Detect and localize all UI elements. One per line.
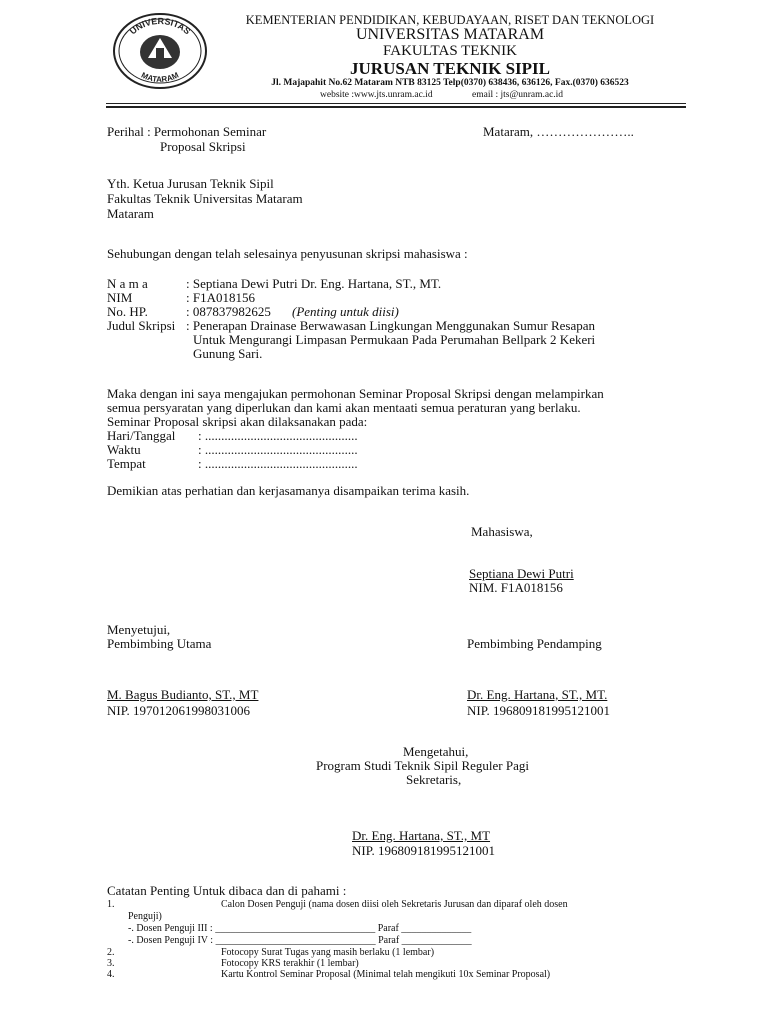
judul-line2: Untuk Mengurangi Limpasan Permukaan Pada Perumahan Bellpark 2 Kekeri (193, 332, 596, 347)
website: website :www.jts.unram.ac.id (320, 90, 433, 100)
pembimbing-utama-nip: NIP. 197012061998031006 (107, 703, 251, 718)
notes-title: Catatan Penting Untuk dibaca dan di pahami : (107, 883, 347, 898)
sekretaris-nip: NIP. 196809181995121001 (352, 843, 496, 858)
perihal-label: Perihal : Permohonan Seminar (107, 124, 267, 139)
logo-text-bottom: MATARAM (139, 70, 181, 85)
note-item2-text: Fotocopy Surat Tugas yang masih berlaku (1 lembar) (221, 947, 435, 958)
svg-text:MATARAM (140, 70, 181, 84)
note-item1-text: Calon Dosen Penguji (nama dosen diisi oleh Sekretaris Jurusan dan diparaf oleh dosen (221, 899, 568, 910)
judul-label: Judul Skripsi (107, 318, 176, 333)
intro-text: Sehubungan dengan telah selesainya penyusunan skripsi mahasiswa : (107, 246, 468, 261)
judul-line1: : Penerapan Drainase Berwawasan Lingkungan Menggunakan Sumur Resapan (186, 318, 596, 333)
perihal-line2: Proposal Skripsi (160, 139, 246, 154)
recipient-line2: Fakultas Teknik Universitas Mataram (107, 191, 303, 206)
closing-text: Demikian atas perhatian dan kerjasamanya disampaikan terima kasih. (107, 483, 470, 498)
para-line3: Seminar Proposal skripsi akan dilaksanakan pada: (107, 414, 368, 429)
pembimbing-utama-label: Pembimbing Utama (107, 636, 212, 651)
sekretaris-label: Sekretaris, (406, 772, 462, 787)
logo-text-top: UNIVERSITAS (127, 15, 193, 37)
sekretaris-name: Dr. Eng. Hartana, ST., MT (352, 828, 491, 843)
note-item3-number: 3. (107, 958, 115, 969)
hp-value: : 087837982625 (186, 304, 271, 319)
note-item4-number: 4. (107, 969, 115, 980)
note-item2-number: 2. (107, 947, 115, 958)
department-address: Jl. Majapahit No.62 Mataram NTB 83125 Telp(0370) 638436, 636126, Fax.(0370) 636523 (271, 78, 629, 88)
letterhead-divider (106, 103, 686, 108)
dosen-penguji-3-line: -. Dosen Penguji III : ________________________________ Paraf ______________ (128, 923, 472, 934)
pembimbing-pendamping-name: Dr. Eng. Hartana, ST., MT. (467, 687, 608, 702)
nim-label: NIM (107, 290, 133, 305)
mahasiswa-name: Septiana Dewi Putri (469, 566, 574, 581)
hp-note: (Penting untuk diisi) (292, 304, 399, 319)
waktu-label: Waktu (107, 442, 141, 457)
note-item4-text: Kartu Kontrol Seminar Proposal (Minimal telah mengikuti 10x Seminar Proposal) (221, 969, 551, 980)
note-item1-cont: Penguji) (128, 911, 162, 922)
mengetahui-label: Mengetahui, (403, 744, 469, 759)
dosen-penguji-4-line: -. Dosen Penguji IV : ________________________________ Paraf ______________ (128, 935, 472, 946)
pembimbing-pendamping-label: Pembimbing Pendamping (467, 636, 602, 651)
nama-value: : Septiana Dewi Putri Dr. Eng. Hartana, ST., MT. (186, 276, 442, 291)
place-date: Mataram, ………………….. (483, 124, 634, 139)
tempat-value: : ............................................... (198, 456, 358, 471)
pembimbing-utama-name: M. Bagus Budianto, ST., MT (107, 687, 259, 702)
faculty-name: FAKULTAS TEKNIK (383, 43, 517, 59)
university-logo (112, 12, 208, 90)
university-name: UNIVERSITAS MATARAM (355, 26, 545, 43)
para-line1: Maka dengan ini saya mengajukan permohonan Seminar Proposal Skripsi dengan melampirkan (107, 386, 604, 401)
hari-label: Hari/Tanggal (107, 428, 176, 443)
menyetujui-label: Menyetujui, (107, 622, 171, 637)
recipient-line3: Mataram (107, 206, 154, 221)
hari-value: : ............................................... (198, 428, 358, 443)
department-name: JURUSAN TEKNIK SIPIL (350, 59, 550, 78)
judul-line3: Gunung Sari. (193, 346, 263, 361)
nim-value: : F1A018156 (186, 290, 255, 305)
recipient-line1: Yth. Ketua Jurusan Teknik Sipil (107, 176, 274, 191)
note-item3-text: Fotocopy KRS terakhir (1 lembar) (221, 958, 359, 969)
hp-label: No. HP. (107, 304, 148, 319)
pembimbing-pendamping-nip: NIP. 196809181995121001 (467, 703, 611, 718)
nama-label: N a m a (107, 276, 148, 291)
ministry-name: KEMENTERIAN PENDIDIKAN, KEBUDAYAAN, RISET DAN TEKNOLOGI (245, 13, 655, 27)
mahasiswa-label: Mahasiswa, (471, 524, 533, 539)
waktu-value: : ............................................... (198, 442, 358, 457)
prodi-label: Program Studi Teknik Sipil Reguler Pagi (316, 758, 529, 773)
tempat-label: Tempat (107, 456, 146, 471)
mahasiswa-nim: NIM. F1A018156 (469, 580, 563, 595)
email: email : jts@unram.ac.id (472, 90, 564, 100)
para-line2: semua persyaratan yang diperlukan dan kami akan mentaati semua peraturan yang berlaku. (107, 400, 581, 415)
note-item1-number: 1. (107, 899, 115, 910)
